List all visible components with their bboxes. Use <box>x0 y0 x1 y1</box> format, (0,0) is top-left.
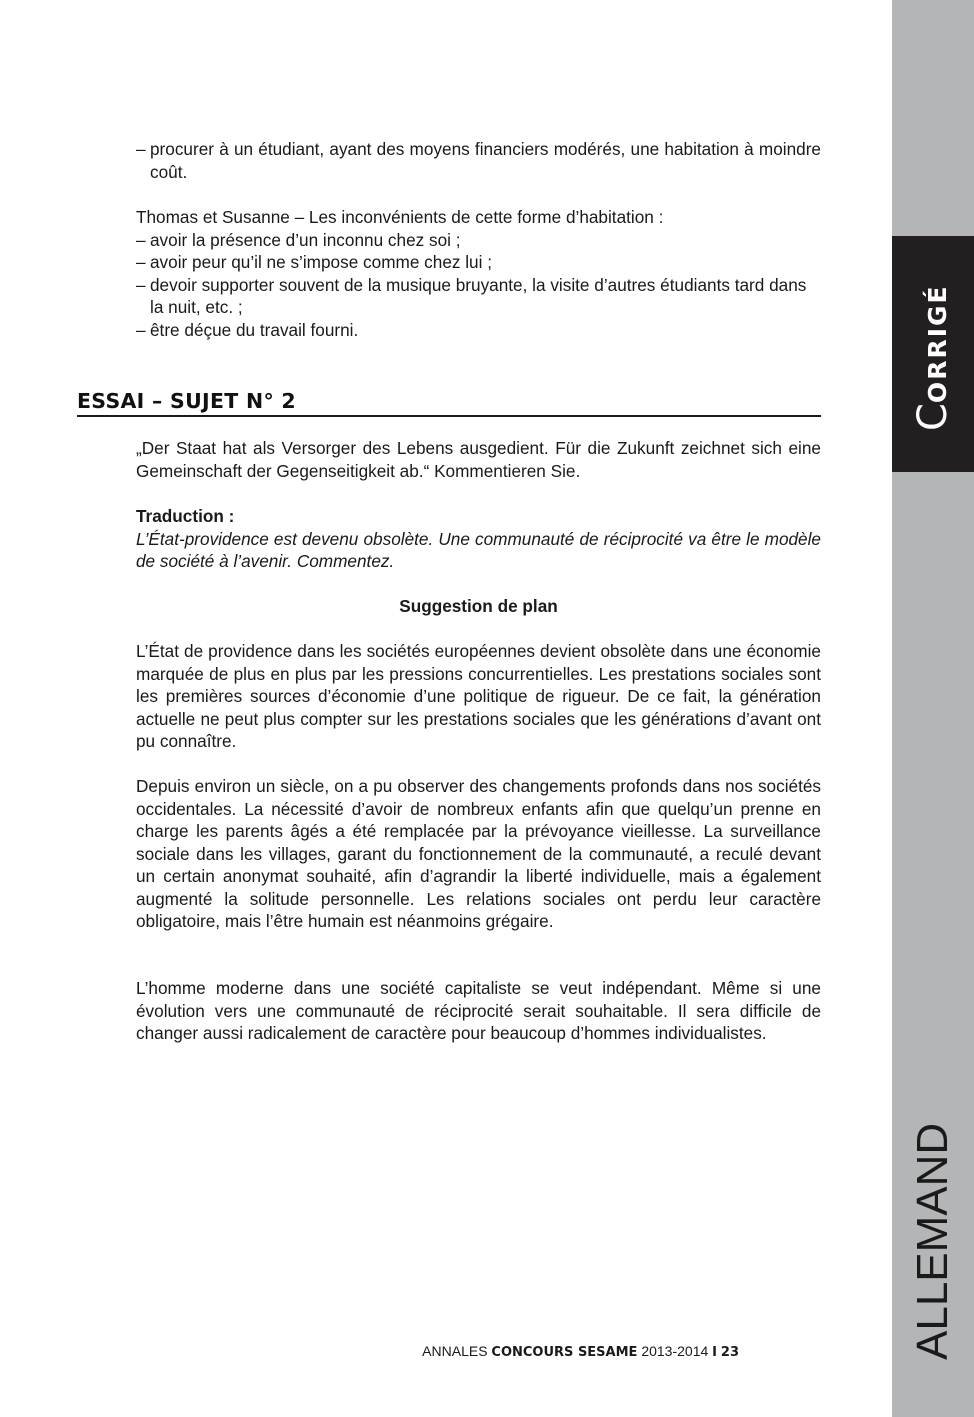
paragraph-2: Depuis environ un siècle, on a pu observer des changements profonds dans nos sociétés occidentales. La nécessité d’avoir de nombreux enfants afin que quelqu’un prenne en charge les parents âgés a été remplacée par la prévoyance vieillesse. La surveillance sociale dans les villages, garant du fonctionnement de la communauté, a reculé devant un certain anonymat souhaité, afin d’agrandir la liberté individuelle, mais a également augmenté la solitude personnelle. Les relations sociales ont perdu leur caractère obligatoire, mais l’être humain est néanmoins grégaire. <box>136 776 821 931</box>
bullet-text: être déçue du travail fourni. <box>150 319 359 340</box>
plan-title: Suggestion de plan <box>399 596 558 616</box>
bullet-text: avoir la présence d’un inconnu chez soi ; <box>150 229 461 250</box>
paragraph-3: L’homme moderne dans une société capitaliste se veut indépendant. Même si une évolution vers une communauté de réciprocité serait souhaitable. Il sera difficile de changer aussi radicalement de caractère pour beaucoup d’hommes individualistes. <box>136 978 821 1043</box>
bullet-text: procurer à un étudiant, ayant des moyens financiers modérés, une habitation à moindre coût. <box>150 139 821 182</box>
list-item <box>136 274 821 319</box>
subheading: Thomas et Susanne – Les inconvénients de cette forme d’habitation : <box>136 207 664 227</box>
page-number: 23 <box>720 1345 739 1360</box>
footer-years: 2013-2014 <box>641 1343 709 1359</box>
bullet-dash: – <box>136 139 146 159</box>
essay-heading: ESSAI – SUJET N° 2 <box>77 388 821 417</box>
bullet-dash: – <box>136 229 146 250</box>
footer-separator: I <box>712 1345 718 1360</box>
paragraph-1: L’État de providence dans les sociétés européennes devient obsolète dans une économie marquée de plus en plus par les pressions concurrentielles. Les prestations sociales sont les premières sources d’économie d’une politique de rigueur. De ce fait, la génération actuelle ne peut plus compter sur les prestations sociales que les générations d’avant ont pu connaître. <box>136 641 821 751</box>
section-advantages-end <box>136 138 821 183</box>
corrige-rest: ORRIGÉ <box>923 284 952 404</box>
bullet-dash: – <box>136 319 146 340</box>
bullet-dash: – <box>136 274 146 295</box>
translation-label: Traduction : <box>136 506 235 526</box>
subject-label: ALLEMAND <box>908 1122 957 1360</box>
essay-prompt: „Der Staat hat als Versorger des Lebens ausgedient. Für die Zukunft zeichnet sich eine Gemeinschaft der Gegenseitigkeit ab.“ Kommentieren Sie. <box>136 438 821 481</box>
bullet-dash: – <box>136 252 146 272</box>
side-bar <box>892 0 974 1417</box>
footer-annales: ANNALES <box>422 1343 488 1359</box>
bullet-text: avoir peur qu’il ne s’impose comme chez lui ; <box>150 252 492 272</box>
list-item <box>136 319 821 342</box>
translation-text: L’État-providence est devenu obsolète. Une communauté de réciprocité va être le modèle de société à l’avenir. Commentez. <box>136 528 821 571</box>
list-item <box>136 229 821 252</box>
list-item <box>136 251 821 274</box>
page-footer <box>422 1343 739 1360</box>
corrige-initial: C <box>910 403 956 431</box>
translation-block <box>136 505 821 573</box>
list-item <box>136 138 821 183</box>
corrige-label <box>912 284 959 431</box>
section-disadvantages <box>136 206 821 341</box>
footer-concours: CONCOURS SESAME <box>491 1345 638 1360</box>
bullet-text: devoir supporter souvent de la musique bruyante, la visite d’autres étudiants tard dans la nuit, etc. ; <box>150 274 807 317</box>
